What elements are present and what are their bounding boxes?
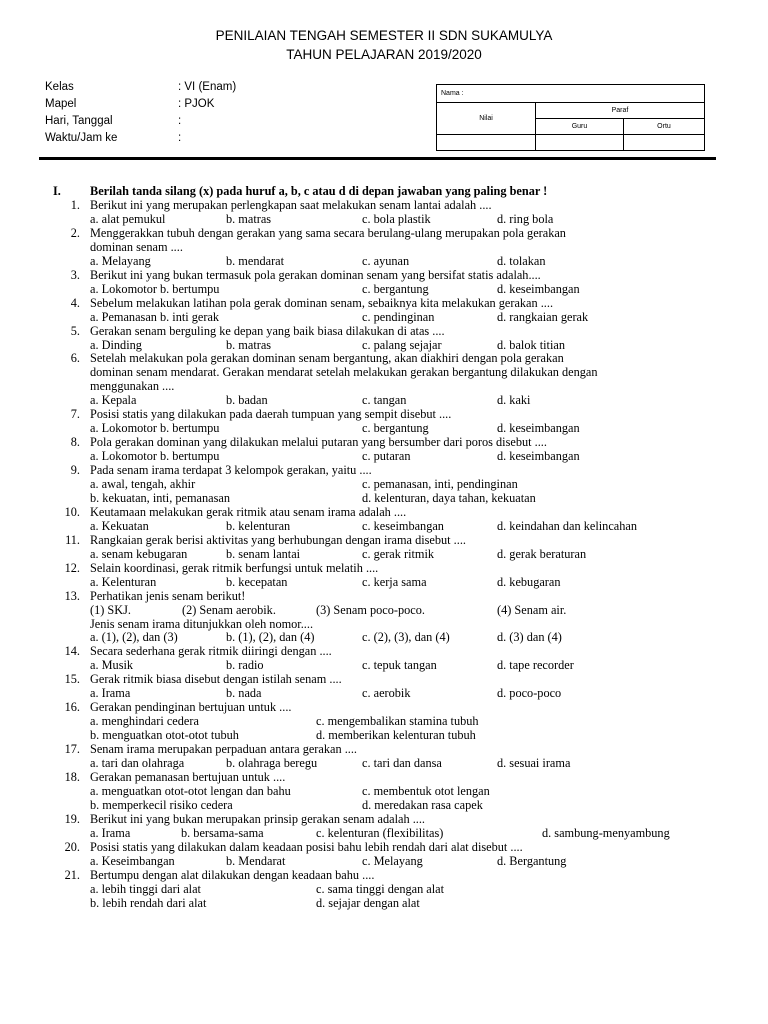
question-text: Berikut ini yang bukan merupakan prinsip gerakan senam adalah .... (90, 811, 425, 826)
answer-option: c. membentuk otot lengan (362, 783, 490, 798)
answer-option: a. Musik (90, 658, 134, 673)
question-number: 1. (70, 198, 80, 212)
answer-option: d. sejajar dengan alat (316, 895, 420, 910)
question-text: Secara sederhana gerak ritmik diiringi dengan .... (90, 644, 332, 659)
answer-option: a. Lokomotor b. bertumpu (90, 421, 220, 436)
answer-option: d. poco-poco (497, 686, 562, 701)
question-number: 12. (64, 560, 80, 575)
answer-option: a. Dinding (90, 337, 142, 352)
answer-option: c. pendinginan (362, 309, 435, 324)
answer-option: b. lebih rendah dari alat (90, 895, 207, 910)
question-text: Gerakan pemanasan bertujuan untuk .... (90, 769, 286, 784)
question-text: Selain koordinasi, gerak ritmik berfungsi untuk melatih .... (90, 560, 379, 575)
answer-option: d. tape recorder (497, 658, 574, 673)
answer-option: d. balok titian (497, 337, 565, 352)
answer-option: d. sambung-menyambung (542, 825, 670, 840)
question-number: 4. (70, 295, 80, 310)
question-text: dominan senam mendarat. Gerakan mendarat setelah melakukan gerakan bergantung dilakukan dengan (90, 365, 598, 380)
answer-option: c. putaran (362, 449, 411, 464)
answer-option: b. kecepatan (226, 574, 288, 589)
question-text: Gerakan senam berguling ke depan yang baik biasa dilakukan di atas .... (90, 323, 445, 338)
paraf-label: Paraf (536, 103, 705, 119)
question-text: Gerakan pendinginan bertujuan untuk .... (90, 700, 292, 715)
answer-option: a. senam kebugaran (90, 546, 188, 561)
question-text: dominan senam .... (90, 239, 183, 254)
answer-option: a. (1), (2), dan (3) (90, 630, 178, 645)
question-number: 7. (70, 407, 80, 422)
answer-option: a. alat pemukul (90, 211, 166, 226)
question-number: 21. (64, 867, 80, 882)
answer-option: c. gerak ritmik (362, 546, 435, 561)
question-number: 13. (64, 588, 80, 603)
question-number: 6. (70, 351, 80, 366)
answer-option: d. memberikan kelenturan tubuh (316, 728, 476, 743)
answer-option: c. kerja sama (362, 574, 427, 589)
question-text: Senam irama merupakan perpaduan antara gerakan .... (90, 742, 357, 757)
answer-option: c. pemanasan, inti, pendinginan (362, 477, 518, 491)
info-value: : (178, 115, 182, 127)
question-text: Perhatikan jenis senam berikut! (90, 588, 246, 603)
question-item: (1) SKJ. (90, 602, 131, 617)
answer-option: b. radio (226, 658, 264, 673)
answer-option: c. bergantung (362, 281, 429, 296)
signature-box (436, 84, 705, 151)
answer-option: a. Keseimbangan (90, 853, 175, 868)
question-text: Posisi statis yang dilakukan dalam keadaan posisi bahu lebih rendah dari alat disebut .... (90, 839, 523, 854)
question-text: Menggerakkan tubuh dengan gerakan yang sama secara berulang-ulang merupakan pola gerakan (90, 225, 566, 240)
answer-option: d. ring bola (497, 211, 554, 226)
question-number: 8. (70, 435, 80, 450)
question-text: Berikut ini yang bukan termasuk pola gerakan dominan senam yang bersifat statis adalah.... (90, 267, 541, 282)
answer-option: b. menguatkan otot-otot tubuh (90, 728, 239, 743)
section-number: I. (53, 184, 61, 198)
question-text: Rangkaian gerak berisi aktivitas yang berhubungan dengan irama disebut .... (90, 532, 466, 547)
answer-option: d. (3) dan (4) (497, 630, 562, 645)
answer-option: b. olahraga beregu (226, 756, 318, 770)
question-text: Pada senam irama terdapat 3 kelompok gerakan, yaitu .... (90, 463, 372, 478)
answer-option: a. lebih tinggi dari alat (90, 881, 201, 896)
question-number: 17. (64, 742, 80, 757)
question-number: 11. (65, 532, 80, 547)
question-number: 14. (64, 644, 80, 659)
answer-option: b. Mendarat (226, 853, 286, 868)
answer-option: b. kelenturan (226, 518, 291, 533)
question-text: Berikut ini yang merupakan perlengkapan saat melakukan senam lantai adalah .... (90, 198, 492, 212)
answer-option: b. kekuatan, inti, pemanasan (90, 490, 231, 505)
question-text: menggunakan .... (90, 379, 175, 394)
question-number: 9. (70, 463, 80, 478)
answer-option: d. rangkaian gerak (497, 309, 589, 324)
answer-option: c. Melayang (362, 853, 423, 868)
answer-option: b. bersama-sama (181, 825, 264, 840)
header-divider (39, 157, 716, 160)
question-number: 18. (64, 769, 80, 784)
answer-option: c. ayunan (362, 253, 410, 268)
section-instruction: Berilah tanda silang (x) pada huruf a, b, c atau d di depan jawaban yang paling benar ! (90, 184, 548, 198)
question-text: Sebelum melakukan latihan pola gerak dominan senam, sebaiknya kita melakukan gerakan .... (90, 295, 554, 310)
answer-option: a. Melayang (90, 253, 151, 268)
answer-option: c. palang sejajar (362, 337, 442, 352)
info-label: Waktu/Jam ke (45, 132, 118, 144)
answer-option: d. kebugaran (497, 574, 561, 589)
answer-option: b. badan (226, 393, 268, 408)
answer-option: a. menghindari cedera (90, 714, 199, 729)
answer-option: a. tari dan olahraga (90, 756, 185, 770)
answer-option: b. nada (226, 686, 262, 701)
question-number: 2. (70, 225, 80, 240)
answer-option: b. matras (226, 211, 272, 226)
answer-option: c. keseimbangan (362, 518, 444, 533)
ortu-sign-cell[interactable] (623, 135, 704, 151)
nilai-cell[interactable] (437, 135, 536, 151)
answer-option: c. kelenturan (flexibilitas) (316, 825, 444, 840)
answer-option: a. Irama (90, 686, 131, 701)
answer-option: a. Irama (90, 825, 131, 840)
answer-option: b. mendarat (226, 253, 285, 268)
answer-option: d. sesuai irama (497, 756, 571, 770)
question-text: Posisi statis yang dilakukan pada daerah tumpuan yang sempit disebut .... (90, 407, 452, 422)
answer-option: d. Bergantung (497, 853, 567, 868)
info-value: : (178, 132, 182, 144)
guru-label: Guru (536, 119, 624, 135)
answer-option: d. tolakan (497, 253, 546, 268)
answer-option: a. Kepala (90, 393, 137, 408)
question-number: 20. (64, 839, 80, 854)
answer-option: d. kelenturan, daya tahan, kekuatan (362, 490, 536, 505)
answer-option: a. Lokomotor b. bertumpu (90, 281, 220, 296)
question-item: (3) Senam poco-poco. (316, 602, 425, 617)
answer-option: c. aerobik (362, 686, 411, 701)
exam-title: PENILAIAN TENGAH SEMESTER II SDN SUKAMULYA (215, 28, 553, 43)
question-number: 3. (70, 267, 80, 282)
answer-option: c. bergantung (362, 421, 429, 436)
answer-option: d. keseimbangan (497, 421, 580, 436)
answer-option: c. (2), (3), dan (4) (362, 630, 450, 645)
guru-sign-cell[interactable] (536, 135, 624, 151)
answer-option: c. tari dan dansa (362, 756, 442, 770)
question-item: (4) Senam air. (497, 602, 567, 617)
nilai-label: Nilai (437, 103, 536, 135)
answer-option: b. matras (226, 337, 272, 352)
ortu-label: Ortu (623, 119, 704, 135)
answer-option: a. Kekuatan (90, 518, 149, 533)
info-label: Mapel (45, 98, 77, 110)
answer-option: d. kaki (497, 393, 531, 408)
answer-option: b. memperkecil risiko cedera (90, 797, 233, 812)
answer-option: c. sama tinggi dengan alat (316, 881, 445, 896)
info-value: : PJOK (178, 98, 215, 110)
question-number: 5. (70, 323, 80, 338)
question-number: 10. (64, 504, 80, 519)
question-text: Pola gerakan dominan yang dilakukan melalui putaran yang bersumber dari poros disebut .... (90, 435, 547, 450)
school-year: TAHUN PELAJARAN 2019/2020 (286, 47, 482, 62)
info-label: Hari, Tanggal (45, 115, 113, 127)
question-number: 16. (64, 700, 80, 715)
question-text: Keutamaan melakukan gerak ritmik atau senam irama adalah .... (90, 504, 407, 519)
question-number: 15. (64, 672, 80, 687)
answer-option: b. (1), (2), dan (4) (226, 630, 315, 645)
question-item: (2) Senam aerobik. (182, 602, 276, 617)
answer-option: c. mengembalikan stamina tubuh (316, 714, 479, 729)
question-text: Jenis senam irama ditunjukkan oleh nomor.... (90, 616, 314, 631)
answer-option: d. keseimbangan (497, 449, 580, 464)
answer-option: d. meredakan rasa capek (362, 797, 483, 812)
name-field[interactable]: Nama : (437, 85, 705, 103)
info-value: : VI (Enam) (178, 81, 237, 93)
question-text: Bertumpu dengan alat dilakukan dengan keadaan bahu .... (90, 867, 375, 882)
answer-option: d. keindahan dan kelincahan (497, 518, 637, 533)
answer-option: c. bola plastik (362, 211, 431, 226)
answer-option: c. tepuk tangan (362, 658, 437, 673)
question-text: Setelah melakukan pola gerakan dominan senam bergantung, akan diakhiri dengan pola gerakan (90, 351, 564, 366)
info-label: Kelas (45, 81, 74, 93)
answer-option: b. senam lantai (226, 546, 301, 561)
answer-option: a. Pemanasan b. inti gerak (90, 309, 220, 324)
answer-option: a. Lokomotor b. bertumpu (90, 449, 220, 464)
question-text: Gerak ritmik biasa disebut dengan istilah senam .... (90, 672, 342, 687)
answer-option: c. tangan (362, 393, 407, 408)
question-number: 19. (64, 811, 80, 826)
answer-option: d. keseimbangan (497, 281, 580, 296)
answer-option: d. gerak beraturan (497, 546, 587, 561)
answer-option: a. awal, tengah, akhir (90, 477, 196, 491)
answer-option: a. Kelenturan (90, 574, 157, 589)
answer-option: a. menguatkan otot-otot lengan dan bahu (90, 783, 291, 798)
